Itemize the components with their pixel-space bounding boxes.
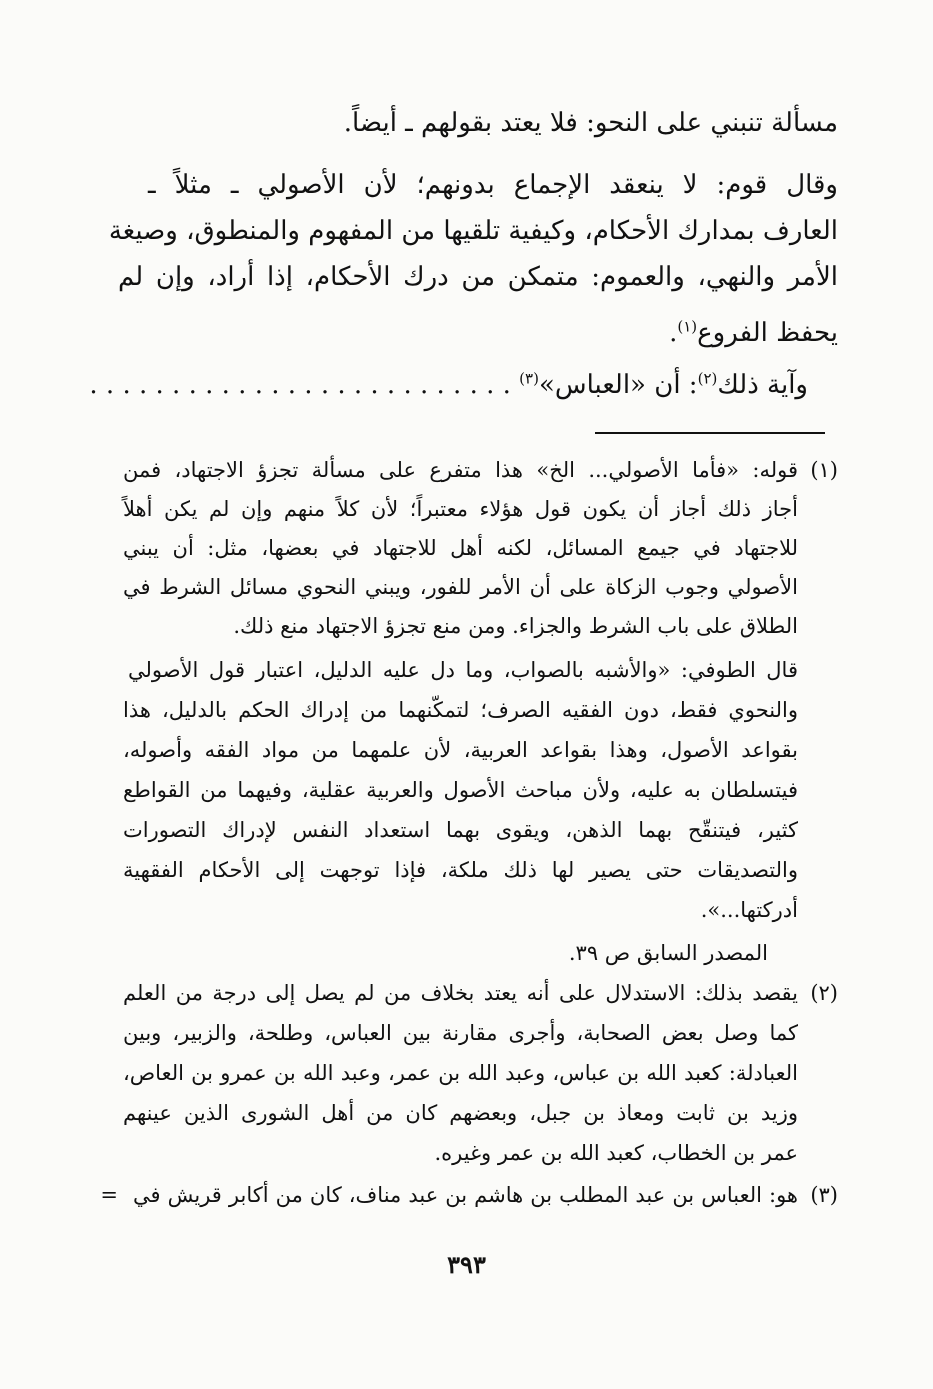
footnote-2-line-2: كما وصل بعض الصحابة، وأجرى مقارنة بين العباس، وطلحة، والزبير، وبين: [123, 1021, 798, 1045]
quote-line-3: بقواعد الأصول، وهذا بقواعد العربية، لأن علمهما من مواد الفقه وأصوله،: [123, 738, 798, 762]
main-line-6-dots: . . . . . . . . . . . . . . . . . . . . . . . . . .: [89, 370, 511, 400]
quote-line-1: قال الطوفي: «والأشبه بالصواب، وما دل عليه الدليل، اعتبار قول الأصولي: [128, 658, 798, 682]
main-line-5-end: .: [669, 318, 678, 348]
footnote-2-line-4: وزيد بن ثابت ومعاذ بن جبل، وبعضهم كان من أهل الشورى الذين عينهم: [123, 1101, 798, 1125]
quote-line-5: كثير، فيتنقّح بهما الذهن، ويقوى بهما استعداد النفس لإدراك التصورات: [123, 818, 798, 842]
footnote-2-line-3: العبادلة: كعبد الله بن عباس، وعبد الله بن عمر، وعبد الله بن عمرو بن العاص،: [123, 1061, 798, 1085]
main-line-5-text: يحفظ الفروع: [697, 318, 838, 348]
main-line-5: [669, 318, 838, 348]
footnote-1-line-2: أجاز ذلك أجاز أن يكون قول هؤلاء معتبراً؛ لأن كلاً منهم وإن لم يكن أهلاً: [123, 497, 798, 521]
source-reference: المصدر السابق ص ٣٩.: [568, 941, 768, 965]
footnote-2-line-1: يقصد بذلك: الاستدلال على أنه يعتد بخلاف من لم يصل إلى درجة من العلم: [123, 981, 798, 1005]
footnote-1-line-4: الأصولي وجوب الزكاة على أن الأمر للفور، ويبني النحوي مسائل الشرط في: [123, 575, 798, 599]
main-line-2: وقال قوم: لا ينعقد الإجماع بدونهم؛ لأن الأصولي ـ مثلاً ـ: [148, 170, 838, 200]
footnote-3-line-1: هو: العباس بن عبد المطلب بن هاشم بن عبد مناف، كان من أكابر قريش في: [133, 1183, 798, 1207]
footnote-3-number: (٣): [810, 1183, 838, 1207]
main-line-6-a: وآية ذلك: [717, 370, 808, 400]
footnote-1-line-3: للاجتهاد في جيمع المسائل، لكنه أهل للاجتهاد في بعضها، مثل: أن يبني: [123, 536, 798, 560]
main-line-4: الأمر والنهي، والعموم: متمكن من درك الأحكام، إذا أراد، وإن لم: [118, 262, 838, 292]
footnote-ref-3[interactable]: (٣): [519, 369, 539, 388]
footnote-1-line-5: الطلاق على باب الشرط والجزاء. ومن منع تجزؤ الاجتهاد منع ذلك.: [233, 614, 798, 638]
footnote-1-number: (١): [810, 458, 838, 482]
main-line-6: [89, 370, 808, 400]
main-line-6-b: : أن «العباس»: [538, 370, 698, 400]
quote-line-6: والتصديقات حتى يصير لها ذلك ملكة، فإذا توجهت إلى الأحكام الفقهية: [123, 858, 798, 882]
quote-line-7: أدركتها...».: [700, 898, 798, 922]
page-number: ٣٩٣: [447, 1250, 486, 1279]
footnote-1-line-1: قوله: «فأما الأصولي... الخ» هذا متفرع على مسألة تجزؤ الاجتهاد، فمن: [123, 458, 798, 482]
footnote-separator: [595, 432, 825, 434]
quote-line-2: والنحوي فقط، دون الفقيه الصرف؛ لتمكّنهما من إدراك الحكم بالدليل، هذا: [123, 698, 798, 722]
footnote-ref-1[interactable]: (١): [677, 317, 698, 336]
main-line-1: مسألة تنبني على النحو: فلا يعتد بقولهم ـ أيضاً.: [343, 108, 838, 138]
footnote-2-number: (٢): [810, 981, 838, 1005]
footnote-2-line-5: عمر بن الخطاب، كعبد الله بن عمر وغيره.: [434, 1141, 798, 1165]
footnote-ref-2[interactable]: (٢): [697, 369, 718, 388]
continuation-mark: =: [100, 1183, 118, 1207]
main-line-3: العارف بمدارك الأحكام، وكيفية تلقيها من المفهوم والمنطوق، وصيغة: [108, 216, 838, 246]
quote-line-4: فيتسلطان به عليه، ولأن مباحث الأصول والعربية عقلية، وفيهما من القواطع: [123, 778, 798, 802]
